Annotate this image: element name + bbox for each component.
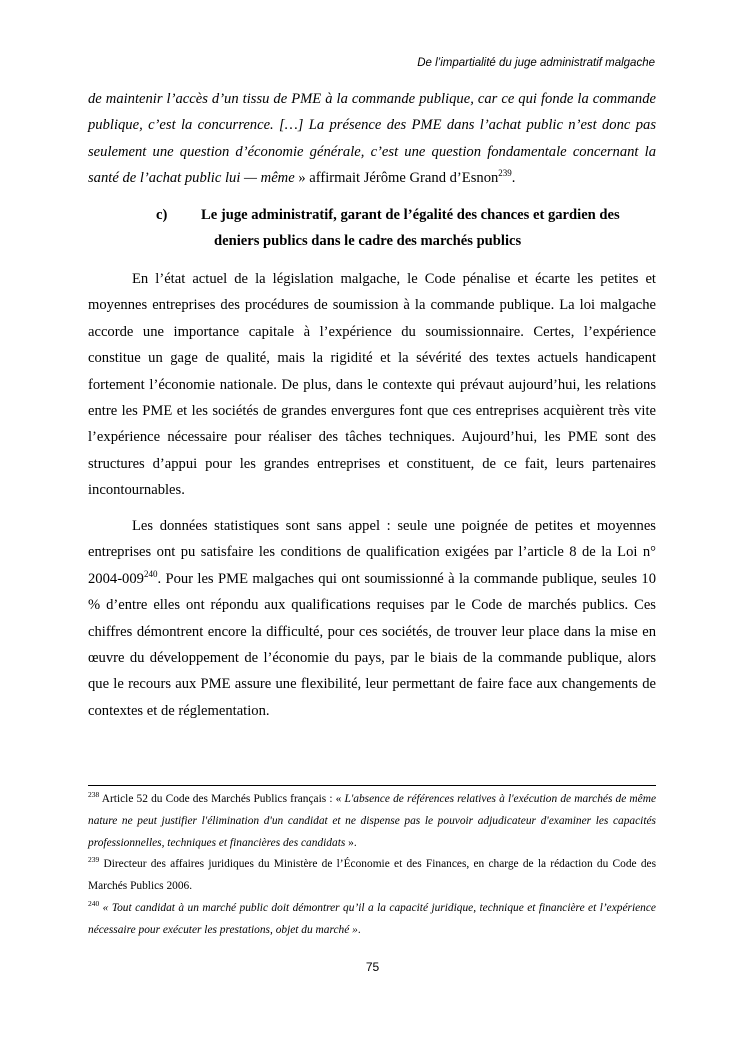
footnote-238: [88, 789, 656, 854]
quote-text: de maintenir l’accès d’un tissu de PME à la commande publique, car ce qui fonde la commande publique, c’est la concurrence. […] La présence des PME dans l’achat public n’est donc pas seulement une question d’économie générale, c’est une question fondamentale concernant la santé de l’achat public lui — même: [88, 91, 656, 187]
footnote-238-quote: L'absence de références relatives à l'exécution de marchés de même nature ne peut justifier l'élimination d'un candidat et ne dispense pas le pouvoir adjudicateur d'examiner les capacités professionnelles, techniques et financières des candidats: [88, 793, 657, 849]
footnote-238-text: Article 52 du Code des Marchés Publics français : «: [99, 793, 345, 805]
footnote-ref-240[interactable]: 240: [143, 568, 158, 579]
footnote-number: 239: [88, 855, 100, 865]
section-title-line1: Le juge administratif, garant de l’égalité des chances et gardien des: [201, 207, 620, 223]
quote-attribution: » affirmait Jérôme Grand d’Esnon: [294, 170, 499, 187]
intro-end: .: [511, 170, 516, 187]
footnote-238-end: ».: [345, 836, 357, 849]
paragraph-2-text: [88, 513, 656, 724]
footnote-number: 238: [88, 790, 100, 800]
page-number: 75: [365, 960, 380, 974]
running-header: De l’impartialité du juge administratif malgache: [417, 57, 655, 69]
paragraph-2-part1: Les données statistiques sont sans appel : seule une poignée de petites et moyennes entreprises ont pu satisfaire les conditions de qualification exigées par l’article 8 de la Loi n° 2004-009: [88, 518, 656, 587]
paragraph-2: [88, 513, 656, 724]
footnote-239-text: Directeur des affaires juridiques du Ministère de l’Économie et des Finances, en charge de la rédaction du Code des Marchés Publics 2006.: [88, 858, 656, 893]
footnote-239: [88, 854, 656, 898]
footnote-ref-239[interactable]: 239: [498, 168, 512, 179]
footnote-separator: [88, 785, 656, 786]
footnote-240-quote: « Tout candidat à un marché public doit démontrer qu’il a la capacité juridique, technique et financière et l’expérience nécessaire pour exécuter les prestations, objet du marché »: [88, 901, 656, 936]
footnote-240: [88, 898, 656, 942]
footnotes: [88, 789, 656, 942]
section-number: c): [156, 207, 168, 223]
footnote-240-end: .: [357, 923, 361, 936]
intro-quote-paragraph: [88, 86, 656, 192]
section-title-line2: deniers publics dans le cadre des marchés publics: [214, 233, 522, 249]
paragraph-1: [88, 266, 656, 504]
footnote-number: 240: [88, 899, 100, 909]
paragraph-1-text: En l’état actuel de la législation malgache, le Code pénalise et écarte les petites et moyennes entreprises des procédures de soumission à la commande publique. La loi malgache accorde une importance capitale à l’expérience du soumissionnaire. Certes, l’expérience constitue un gage de qualité, mais la rigidité et la sévérité des textes actuels handicapent fortement l’économie nationale. De plus, dans le contexte qui prévaut aujourd’hui, les relations entre les PME et les sociétés de grandes envergures font que ces entreprises acquièrent très vite l’expérience nécessaire pour réaliser des tâches techniques. Aujourd’hui, les PME sont des structures d’appui pour les grandes entreprises et constituent, de ce fait, leurs partenaires incontournables.: [88, 271, 656, 499]
paragraph-2-part2: . Pour les PME malgaches qui ont soumissionné à la commande publique, seules 10 % d’entre elles ont répondu aux qualifications requises par le Code de marchés publics. Ces chiffres démontrent encore la difficulté, pour ces sociétés, de trouver leur place dans la mise en œuvre du développement de l’économie du pays, par le biais de la commande publique, alors que le recours aux PME assure une flexibilité, leur permettant de faire face aux changements de contextes et de réglementation.: [88, 570, 656, 719]
